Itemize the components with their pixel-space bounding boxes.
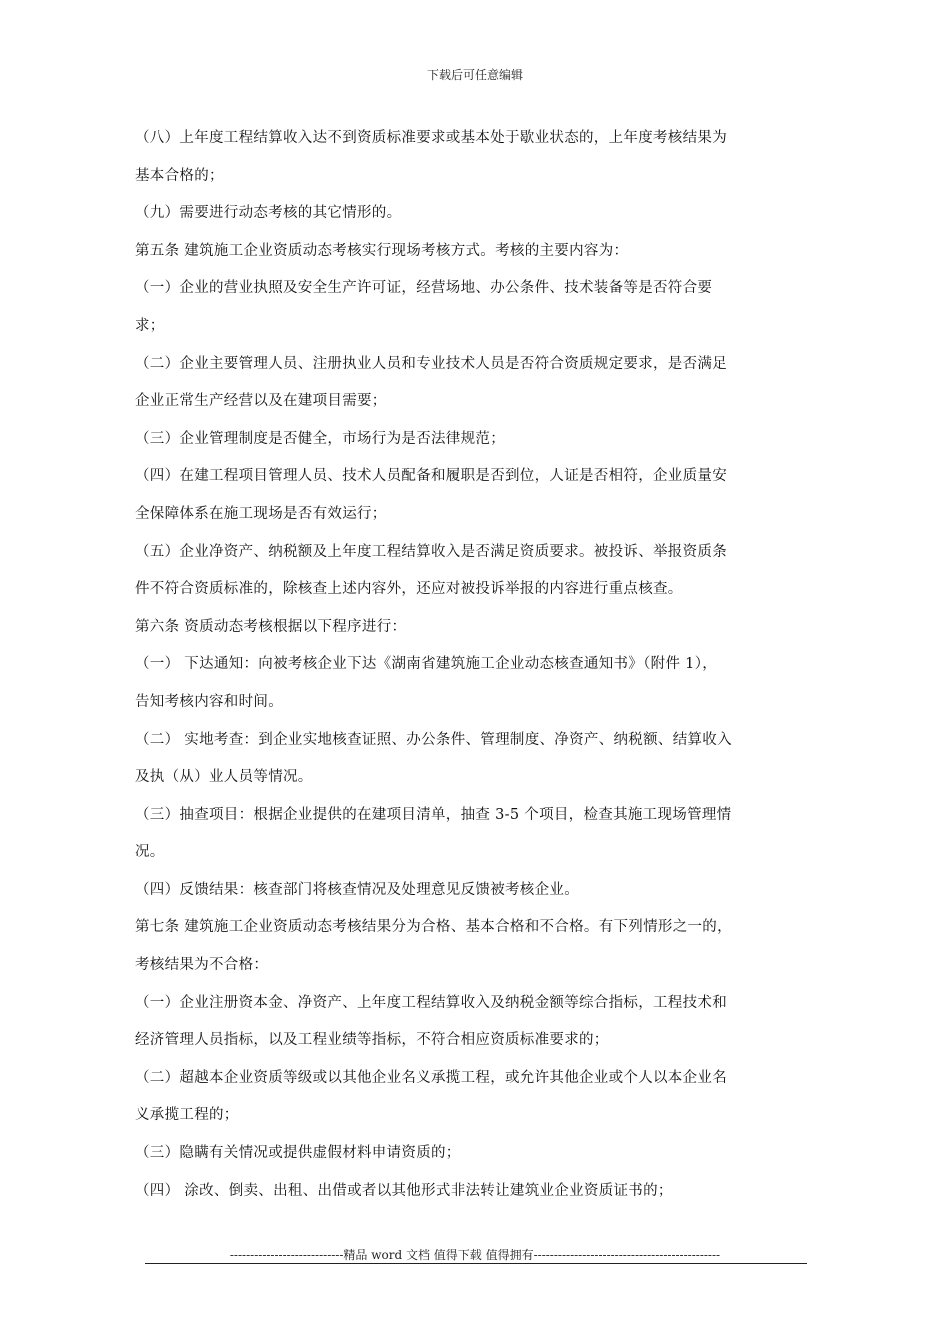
body-line: 考核结果为不合格： <box>135 957 269 974</box>
footer-rule <box>145 1263 807 1264</box>
body-line: （五）企业净资产、纳税额及上年度工程结算收入是否满足资质要求。被投诉、举报资质条 <box>135 543 727 560</box>
body-line: 经济管理人员指标，以及工程业绩等指标，不符合相应资质标准要求的； <box>135 1032 609 1049</box>
page-footer: ----------------------------精品 word 文档 值得下载 值得拥有---------------------------------------------- <box>229 1248 721 1262</box>
body-line: 况。 <box>135 844 165 861</box>
page-header: 下载后可任意编辑 <box>426 68 523 82</box>
body-line: 告知考核内容和时间。 <box>135 693 283 710</box>
body-line: 企业正常生产经营以及在建项目需要； <box>135 393 387 410</box>
body-line: （八）上年度工程结算收入达不到资质标准要求或基本处于歇业状态的，上年度考核结果为 <box>135 130 727 146</box>
body-line: 义承揽工程的； <box>135 1107 239 1124</box>
body-line: 求； <box>135 317 165 334</box>
body-line: （三）隐瞒有关情况或提供虚假材料申请资质的； <box>135 1145 461 1162</box>
body-line: 件不符合资质标准的，除核查上述内容外，还应对被投诉举报的内容进行重点核查。 <box>135 581 683 598</box>
body-line: （一） 下达通知：向被考核企业下达《湖南省建筑施工企业动态核查通知书》（附件 1）， <box>135 656 718 673</box>
body-line: （四） 涂改、倒卖、出租、出借或者以其他形式非法转让建筑业企业资质证书的； <box>135 1182 673 1199</box>
body-line: （二）企业主要管理人员、注册执业人员和专业技术人员是否符合资质规定要求，是否满足 <box>135 355 727 372</box>
document-body <box>135 124 815 1214</box>
body-line: 基本合格的； <box>135 167 224 184</box>
body-line: （九）需要进行动态考核的其它情形的。 <box>135 205 402 222</box>
body-line: 第五条 建筑施工企业资质动态考核实行现场考核方式。考核的主要内容为： <box>135 242 629 259</box>
body-line: （二）超越本企业资质等级或以其他企业名义承揽工程，或允许其他企业或个人以本企业名 <box>135 1069 727 1086</box>
body-line: （二） 实地考查：到企业实地核查证照、办公条件、管理制度、净资产、纳税额、结算收入 <box>135 731 732 748</box>
body-line: （一）企业注册资本金、净资产、上年度工程结算收入及纳税金额等综合指标，工程技术和 <box>135 994 727 1011</box>
body-line: （四）反馈结果：核查部门将核查情况及处理意见反馈被考核企业。 <box>135 881 579 898</box>
body-line: （三）抽查项目：根据企业提供的在建项目清单，抽查 3-5 个项目，检查其施工现场管理情 <box>135 806 732 823</box>
body-line: （四）在建工程项目管理人员、技术人员配备和履职是否到位，人证是否相符，企业质量安 <box>135 468 727 485</box>
body-line: （一）企业的营业执照及安全生产许可证，经营场地、办公条件、技术装备等是否符合要 <box>135 280 713 297</box>
body-line: （三）企业管理制度是否健全，市场行为是否法律规范； <box>135 430 505 447</box>
body-line: 全保障体系在施工现场是否有效运行； <box>135 505 387 522</box>
body-line: 第六条 资质动态考核根据以下程序进行： <box>135 618 407 635</box>
body-line: 及执（从）业人员等情况。 <box>135 769 313 786</box>
body-line: 第七条 建筑施工企业资质动态考核结果分为合格、基本合格和不合格。有下列情形之一的， <box>135 919 732 936</box>
